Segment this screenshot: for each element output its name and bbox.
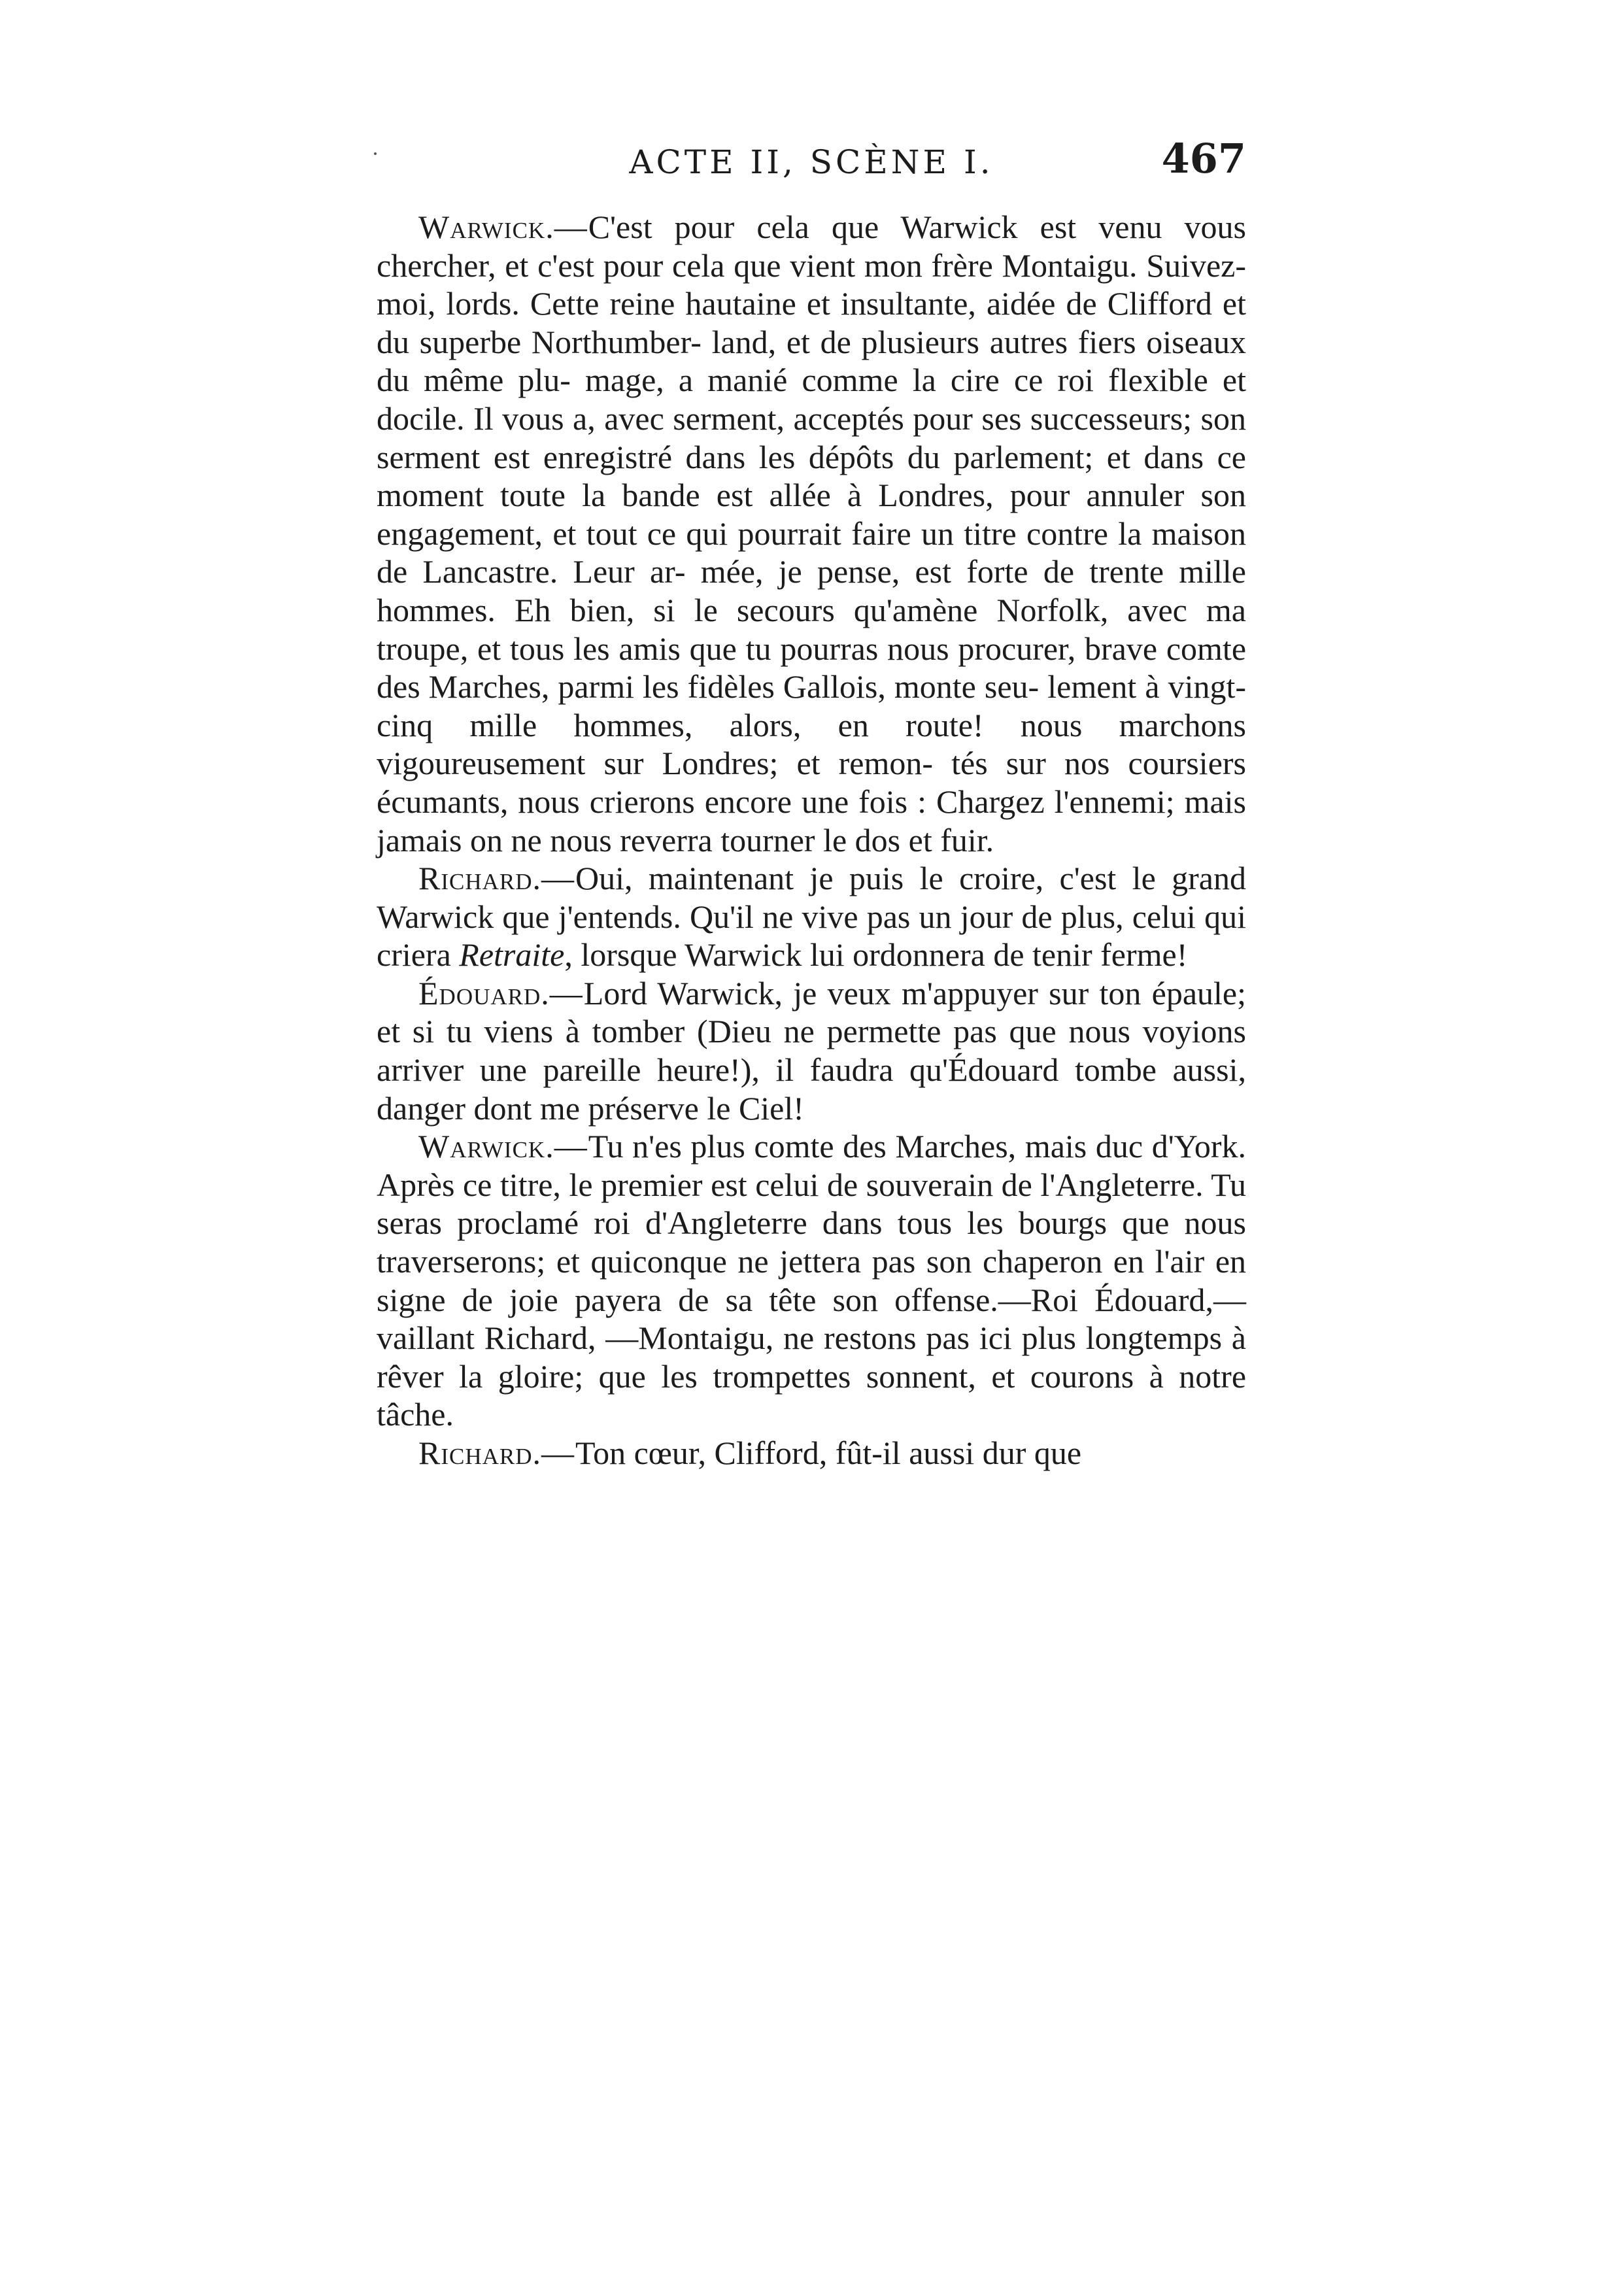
speech-dash: — xyxy=(549,974,583,1012)
speech-1 xyxy=(377,208,1246,859)
text-line: épaule; et si tu viens à tomber (Dieu ne permette pas xyxy=(377,974,1246,1050)
text-line: de sa tête son offense.—Roi Édouard,—vaillant Richard, xyxy=(377,1281,1247,1357)
speech-2 xyxy=(377,859,1246,974)
running-title: ACTE II, SCÈNE I. xyxy=(629,143,994,181)
text-line: grand Warwick que j'entends. Qu'il ne vive pas un jour xyxy=(377,860,1246,935)
speech-3 xyxy=(377,974,1246,1127)
speech-5 xyxy=(377,1434,1246,1472)
page-number: 467 xyxy=(1161,135,1246,182)
speech-dash: — xyxy=(541,860,575,897)
speech-dash: — xyxy=(554,1128,587,1165)
text-line: de plus, celui qui criera Retraite, lorsque Warwick lui xyxy=(377,898,1246,974)
text-line: que nous voyions arriver une pareille heure!), il faudra xyxy=(377,1013,1246,1089)
emphasis-retraite: Retraite xyxy=(459,936,565,974)
text-line: qu'Édouard tombe aussi, danger dont me préserve le xyxy=(377,1051,1246,1127)
text-line: vous chercher, et c'est pour cela que vient mon frère xyxy=(377,209,1246,284)
speaker-name: Richard. xyxy=(418,1435,542,1471)
text-line: mée, je pense, est forte de trente mille hommes. Eh xyxy=(377,553,1246,628)
text-line: land, et de plusieurs autres fiers oiseaux du même plu- xyxy=(377,323,1247,399)
speech-dash: — xyxy=(554,209,587,245)
text-line: ordonnera de tenir ferme! xyxy=(853,936,1188,974)
text-line: de l'Angleterre. Tu seras proclamé roi d'Angleterre dans xyxy=(377,1166,1247,1242)
text-line: et tous les amis que tu pourras nous procurer, brave xyxy=(477,630,1158,667)
text-line: gloire; que les trompettes sonnent, et courons à notre xyxy=(498,1357,1247,1395)
text-line: d'York. Après ce titre, le premier est celui de souverain xyxy=(377,1128,1247,1203)
text-line: insultante, aidée de Clifford et du superbe Northumber- xyxy=(377,285,1247,360)
speaker-name: Richard. xyxy=(418,860,542,897)
text-line: Ciel! xyxy=(738,1089,804,1127)
speaker-name: Warwick. xyxy=(418,1128,554,1165)
text-line: Lord Warwick, je veux m'appuyer sur ton xyxy=(583,974,1142,1012)
text-line: tés sur nos coursiers écumants, nous crierons encore xyxy=(377,745,1246,820)
text-line: reverra tourner le dos et fuir. xyxy=(620,821,994,858)
speaker-name: Édouard. xyxy=(418,974,550,1012)
text-line: pour annuler son engagement, et tout ce qui pourrait xyxy=(377,477,1246,552)
text-line: Montaigu. Suivez-moi, lords. Cette reine hautaine et xyxy=(377,246,1247,322)
play-text xyxy=(377,208,1246,1472)
text-line: tous les bourgs que nous traverserons; et quiconque ne xyxy=(377,1204,1247,1280)
text-line: Ton cœur, Clifford, fût-il aussi dur que xyxy=(575,1435,1082,1471)
text-line: lement à vingt-cinq mille hommes, alors, en route! xyxy=(377,668,1247,743)
text-line: une fois : Chargez l'ennemi; mais jamais on ne nous xyxy=(377,783,1247,858)
text-line: mage, a manié comme la cire ce roi flexible et docile. Il xyxy=(377,362,1246,437)
text-line: jettera pas son chaperon en l'air en signe de joie payera xyxy=(377,1243,1247,1318)
running-head xyxy=(377,137,1246,190)
text-line: Tu n'es plus comte des Marches, mais duc xyxy=(588,1128,1143,1165)
text-line: Oui, maintenant je puis le croire, c'est le xyxy=(575,860,1156,897)
text-line: faire un titre contre la maison de Lancastre. Leur ar- xyxy=(377,515,1246,590)
text-line: serment est enregistré dans les dépôts du parlement; et xyxy=(377,438,1130,475)
text-line: nous marchons vigoureusement sur Londres; et remon- xyxy=(377,706,1247,782)
text-line: dans ce moment toute la bande est allée à Londres, xyxy=(377,438,1246,514)
text-line: tâche. xyxy=(377,1396,454,1433)
text-line: comte des Marches, parmi les fidèles Gallois, monte seu- xyxy=(377,630,1247,706)
speech-dash: — xyxy=(541,1435,575,1471)
text-line: bien, si le secours qu'amène Norfolk, avec ma troupe, xyxy=(377,591,1246,667)
speaker-name: Warwick. xyxy=(418,209,554,245)
text-line: —Montaigu, ne restons pas ici plus longtemps à rêver la xyxy=(377,1319,1246,1395)
text-line: C'est pour cela que Warwick est venu xyxy=(588,209,1162,245)
speech-4 xyxy=(377,1127,1246,1434)
text-line: vous a, avec serment, acceptés pour ses successeurs; son xyxy=(502,400,1246,437)
